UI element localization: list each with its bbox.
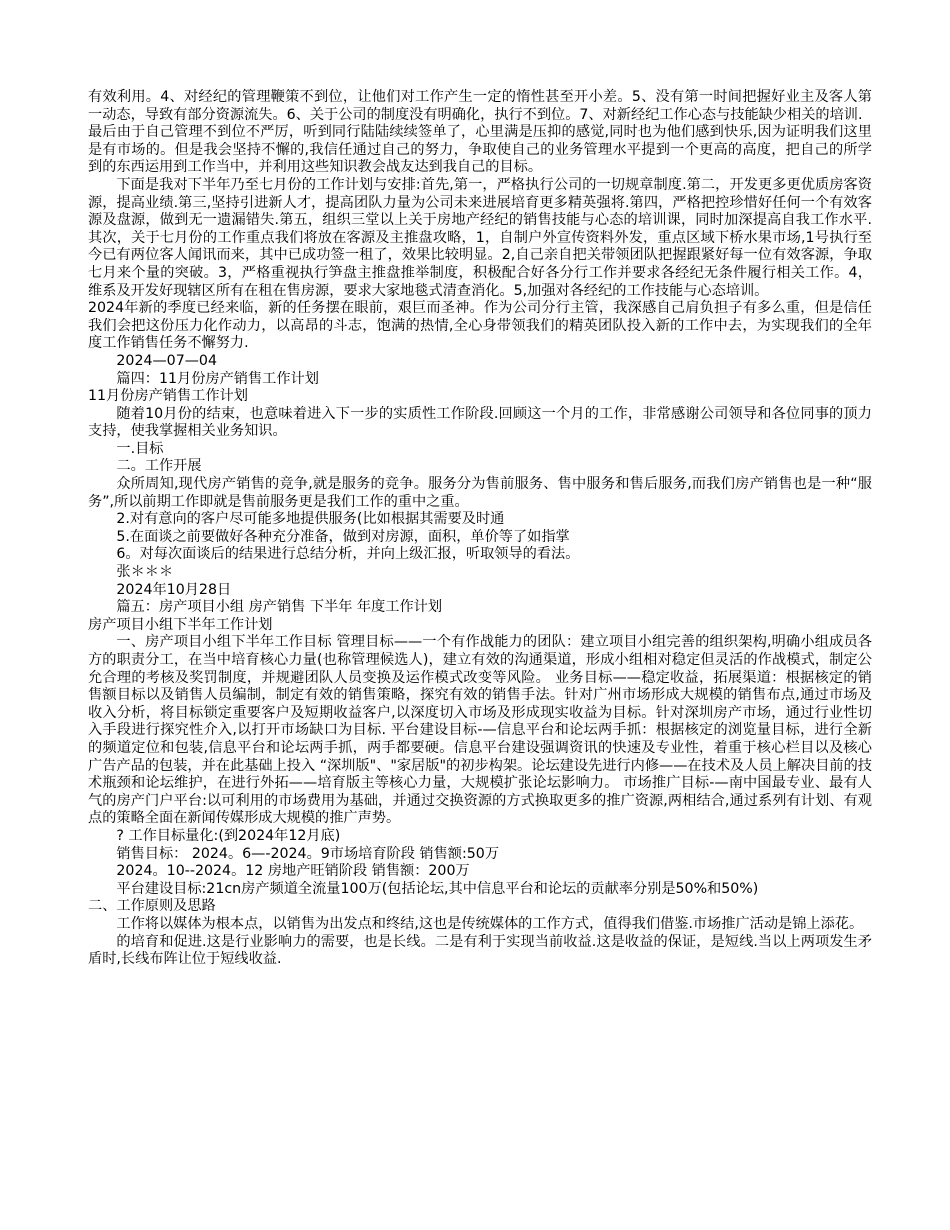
paragraph: 最后由于自己管理不到位不严厉，听到同行陆陆续续签单了，心里满是压抑的感觉,同时也为他们感到快乐,因为证明我们这里是有市场的。但是我会坚持不懈的,我信任通过自己的努力，争取使自己的业务管理水平提到一个更高的高度，把自己的所学到的东西运用到工作当中，并利用这些知识教会战友达到我自己的目标。 <box>88 124 872 176</box>
paragraph: 工作将以媒体为根本点，以销售为出发点和终结,这也是传统媒体的工作方式，值得我们借鉴.市场推广活动是锦上添花。 <box>116 915 864 932</box>
section-heading: 二、工作原则及思路 <box>88 898 216 915</box>
section-title: 房产项目小组下半年工作计划 <box>88 616 273 633</box>
date-line: 2024—07—04 <box>116 352 217 369</box>
section-title: 11月份房产销售工作计划 <box>88 388 248 405</box>
paragraph: 下面是我对下半年乃至七月份的工作计划与安排:首先,第一，严格执行公司的一切规章制度.第二，开发更多更优质房客资源，提高业绩.第三,坚持引进新人才，提高团队力量为公司未来进展培育更多精英强将.第四，严格把控珍惜好任何一个有效客源及盘源，做到无一遗漏错失.第五，组织三堂以上关于房地产经纪的销售技能与心态的培训课，同时加深提高自我工作水平.其次，关于七月份的工作重点我们将放在客源及主推盘攻略，1，自制户外宣传资料外发，重点区域下桥水果市场,1号执行至今已有两位客人闻讯而来，其中已成功签一租了，效果比较明显。2,自己亲自把关带领团队把握跟紧好每一位有效客源，争取七月来个量的突破。3，严格重视执行笋盘主推盘推举制度，积极配合好各分行工作并要求各经纪无条件履行相关工作。4，维系及开发好现辖区所有在租在售房源，要求大家地毯式清查消化。5,加强对各经纪的工作技能与心态培训。 <box>88 176 872 299</box>
list-item: 销售目标： 2024。6—-2024。9市场培育阶段 销售额:50万 <box>116 845 500 862</box>
list-item: 6。对每次面谈后的结果进行总结分析，并向上级汇报，听取领导的看法。 <box>116 546 580 563</box>
list-heading: 一.目标 <box>116 440 164 457</box>
paragraph: 众所周知,现代房产销售的竞争,就是服务的竞争。服务分为售前服务、售中服务和售后服务,而我们房产销售也是一种“服务”,所以前期工作即就是售前服务更是我们工作的重中之重。 <box>88 476 872 510</box>
paragraph: 有效利用。4、对经纪的管理鞭策不到位，让他们对工作产生一定的惰性甚至开小差。5、没有第一时间把握好业主及客人第一动态，导致有部分资源流失。6、关于公司的制度没有明确化，执行不到位。7、对新经纪工作心态与技能缺少相关的培训. <box>88 89 872 123</box>
section-heading: 篇五：房产项目小组 房产销售 下半年 年度工作计划 <box>116 599 443 616</box>
document-body <box>88 89 872 969</box>
section-heading: 篇四：11月份房产销售工作计划 <box>116 370 319 387</box>
list-item: 2.对有意向的客户尽可能多地提供服务(比如根据其需要及时通 <box>116 511 505 528</box>
paragraph: 一、房产项目小组下半年工作目标 管理目标——一个有作战能力的团队：建立项目小组完善的组织架构,明确小组成员各方的职责分工，在当中培育核心力量(也称管理候选人)，建立有效的沟通渠道，形成小组相对稳定但灵活的作战模式，制定公允合理的考核及奖罚制度，并规避团队人员变换及运作模式改变等风险。 业务目标——稳定收益，拓展渠道：根据核定的销售额目标以及销售人员编制，制定有效的销售策略，探究有效的销售手法。针对广州市场形成大规模的销售布点,通过市场及收入分析，将目标锁定重要客户及短期收益客户,以深度切入市场及形成现实收益为目标。针对深圳房产市场，通过行业性切入手段进行探究性介入,以打开市场缺口为目标. 平台建设目标-—信息平台和论坛两手抓：根据核定的浏览量目标，进行全新的频道定位和包装,信息平台和论坛两手抓，两手都要硬。信息平台建设强调资讯的快速及专业性，着重于核心栏目以及核心广告产品的包装，并在此基础上投入 “深圳版"、"家居版"的初步构架。论坛建设先进行内修——在技术及人员上解决目前的技术瓶颈和论坛维护，在进行外拓——培育版主等核心力量，大规模扩张论坛影响力。 市场推广目标-—南中国最专业、最有人气的房产门户平台:以可利用的市场费用为基础，并通过交换资源的方式换取更多的推广资源,两相结合,通过系列有计划、有观点的策略全面在新闻传媒形成大规模的推广声势。 <box>88 634 872 827</box>
paragraph: 随着10月份的结束，也意味着进入下一步的实质性工作阶段.回顾这一个月的工作，非常感谢公司领导和各位同事的顶力支持，使我掌握相关业务知识。 <box>88 405 872 440</box>
list-item: 5.在面谈之前要做好各种充分准备，做到对房源，面积，单价等了如指掌 <box>116 528 570 545</box>
signature-name: 张＊＊＊ <box>116 564 174 581</box>
paragraph: 的培育和促进.这是行业影响力的需要，也是长线。二是有利于实现当前收益.这是收益的保证，是短线.当以上两项发生矛盾时,长线布阵让位于短线收益. <box>88 933 872 968</box>
list-item: 2024。10--2024。12 房地产旺销阶段 销售额：200万 <box>116 863 470 880</box>
list-heading: ? 工作目标量化:(到2024年12月底) <box>116 827 341 844</box>
list-item: 平台建设目标:21cn房产频道全流量100万(包括论坛,其中信息平台和论坛的贡献率分别是50%和50%) <box>116 880 759 897</box>
paragraph: 2024年新的季度已经来临，新的任务摆在眼前，艰巨而圣神。作为公司分行主管，我深感自己肩负担子有多么重，但是信任我们会把这份压力化作动力，以高昂的斗志，饱满的热情,全心身带领我们的精英团队投入新的工作中去，为实现我们的全年度工作销售任务不懈努力. <box>88 300 872 352</box>
date-line: 2024年10月28日 <box>116 581 232 598</box>
list-heading: 二。工作开展 <box>116 458 202 475</box>
